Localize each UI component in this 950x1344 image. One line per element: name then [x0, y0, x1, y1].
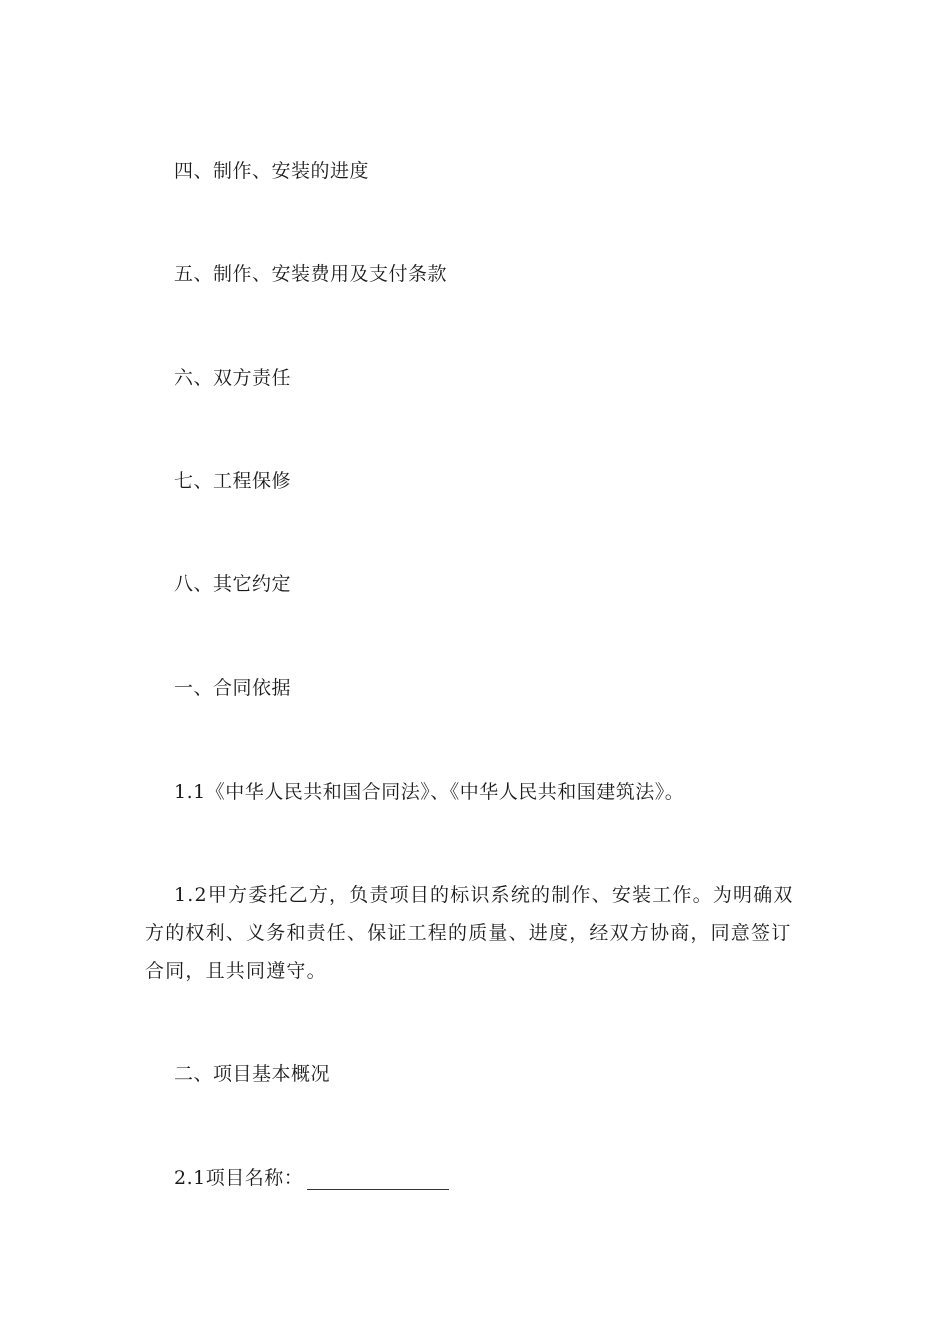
clause-1-1: 1.1《中华人民共和国合同法》、《中华人民共和国建筑法》。 — [174, 781, 685, 803]
toc-item-warranty: 七、工程保修 — [174, 470, 292, 492]
clause-1-2: 1.2甲方委托乙方，负责项目的标识系统的制作、安装工作。为明确双方的权利、义务和责任、保证工程的质量、进度，经双方协商，同意签订合同，且共同遵守。 — [145, 884, 794, 982]
clause-2-1 — [174, 1166, 449, 1190]
section-heading-project-overview: 二、项目基本概况 — [174, 1063, 331, 1085]
toc-item-fees-payment: 五、制作、安装费用及支付条款 — [174, 263, 448, 285]
toc-item-schedule: 四、制作、安装的进度 — [174, 160, 370, 182]
section-heading-contract-basis: 一、合同依据 — [174, 677, 292, 699]
toc-item-responsibilities: 六、双方责任 — [174, 367, 292, 389]
project-name-label: 2.1项目名称： — [174, 1167, 304, 1189]
project-name-blank-line — [307, 1171, 449, 1190]
toc-item-other-terms: 八、其它约定 — [174, 573, 292, 595]
